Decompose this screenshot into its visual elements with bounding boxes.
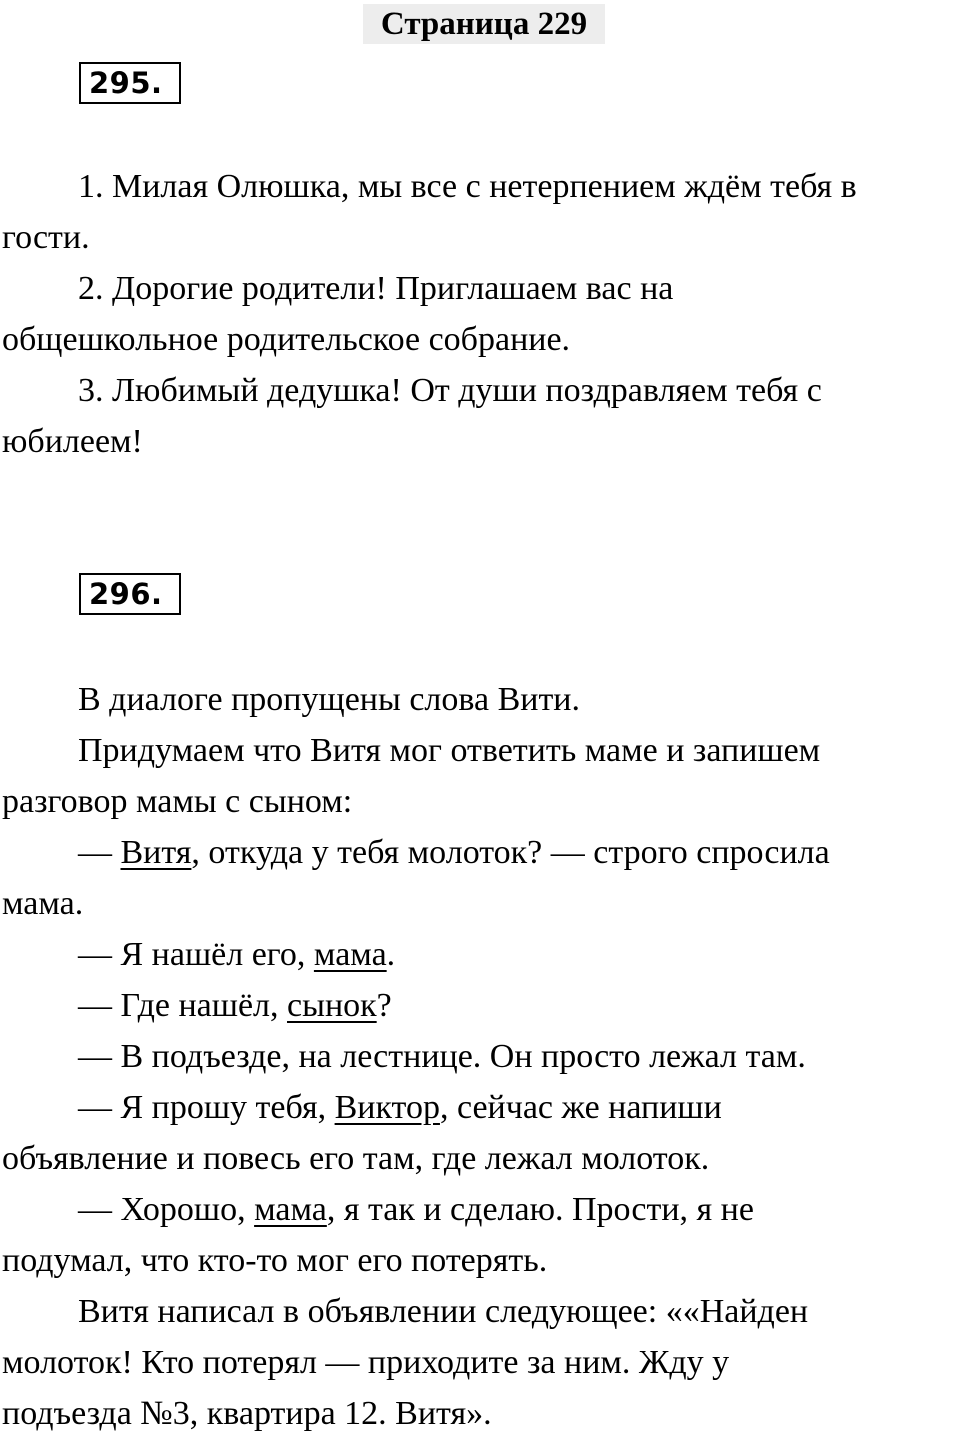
dialogue-line: объявление и повесь его там, где лежал молоток.	[2, 1140, 710, 1177]
task-296-text	[2, 674, 960, 1439]
answer-line: гости.	[2, 219, 90, 256]
dialogue-line: мама.	[2, 885, 84, 922]
announcement-line: Витя написал в объявлении следующее: ««Найден	[78, 1293, 809, 1330]
dialogue-line: — Витя, откуда у тебя молоток? — строго спросила	[78, 834, 830, 871]
answer-line: 3. Любимый дедушка! От души поздравляем тебя с	[78, 372, 822, 409]
underlined-address: сынок	[287, 987, 377, 1024]
answer-line: 1. Милая Олюшка, мы все с нетерпением ждём тебя в	[78, 168, 857, 205]
underlined-address: мама	[313, 936, 387, 973]
announcement-line: подъезда №3, квартира 12. Витя».	[2, 1395, 492, 1432]
dialogue-line: — Хорошо, мама, я так и сделаю. Прости, я не	[78, 1191, 754, 1228]
dialogue-line: — Я прошу тебя, Виктор, сейчас же напиши	[78, 1089, 722, 1126]
plan-line: Придумаем что Витя мог ответить маме и запишем	[78, 732, 821, 769]
task-number-296: 296.	[79, 573, 181, 615]
task-295-text	[2, 161, 960, 467]
underlined-address: мама	[254, 1191, 327, 1228]
plan-line: разговор мамы с сыном:	[2, 783, 353, 820]
dialogue-line: — Я нашёл его, мама.	[78, 936, 396, 973]
underlined-address: Виктор	[334, 1089, 440, 1126]
dialogue-line: — В подъезде, на лестнице. Он просто лежал там.	[78, 1038, 806, 1075]
dialogue-line: подумал, что кто-то мог его потерять.	[2, 1242, 548, 1279]
dialogue-line: — Где нашёл, сынок?	[78, 987, 392, 1024]
answer-line: 2. Дорогие родители! Приглашаем вас на	[78, 270, 674, 307]
task-number-295: 295.	[79, 62, 181, 104]
answer-line: общешкольное родительское собрание.	[2, 321, 571, 358]
page-title: Страница 229	[363, 4, 605, 44]
underlined-address: Витя	[120, 834, 192, 871]
announcement-line: молоток! Кто потерял — приходите за ним. Жду у	[2, 1344, 730, 1381]
answer-line: юбилеем!	[2, 423, 143, 460]
intro-line: В диалоге пропущены слова Вити.	[78, 681, 580, 718]
